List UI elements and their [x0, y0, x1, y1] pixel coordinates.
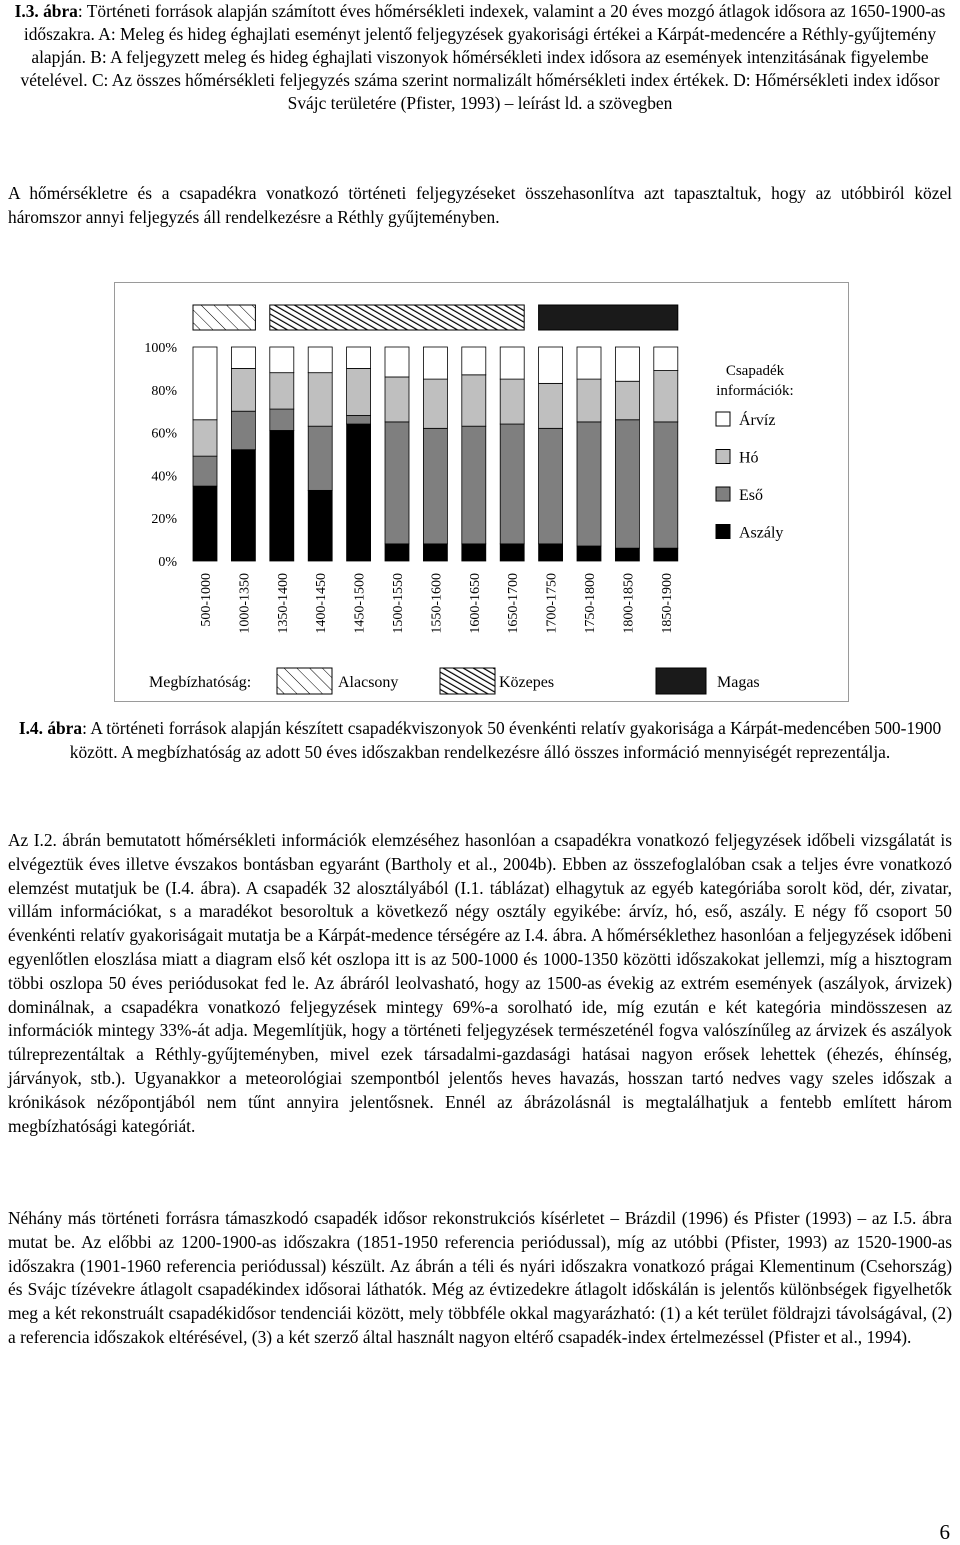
bar-segment: [577, 347, 601, 379]
reliability-segment-medium: [270, 305, 524, 330]
reliability-level-label: Magas: [717, 674, 760, 691]
x-tick-label: 1400-1450: [314, 573, 330, 634]
bar-segment: [500, 544, 524, 561]
reliability-segment-low: [193, 305, 255, 330]
bar-segment: [270, 347, 294, 373]
bar-segment: [347, 415, 371, 424]
bar-segment: [385, 347, 409, 377]
bar-segment: [500, 424, 524, 544]
bar-segment: [270, 373, 294, 409]
bar-segment: [308, 373, 332, 427]
x-tick-label: 1450-1500: [352, 573, 368, 634]
reliability-segment-high: [539, 305, 678, 330]
bar-segment: [308, 347, 332, 373]
bar-segment: [539, 544, 563, 561]
bar-segment: [577, 422, 601, 546]
bar-segment: [193, 347, 217, 420]
bar-segment: [615, 548, 639, 561]
bar-segment: [231, 411, 255, 450]
bar-segment: [615, 347, 639, 381]
reliability-swatch-high: [656, 668, 706, 694]
reliability-level-label: Közepes: [499, 674, 555, 691]
reliability-legend-label: Megbízhatóság:: [149, 674, 252, 691]
caption-label: I.4. ábra: [18, 718, 83, 738]
bar-segment: [500, 379, 524, 424]
legend-label: Aszály: [739, 524, 784, 542]
x-tick-label: 1550-1600: [429, 573, 445, 634]
reliability-swatch-low: [277, 668, 332, 694]
legend: [716, 363, 794, 542]
legend-label: Hó: [739, 449, 759, 467]
x-tick-label: 1750-1800: [583, 573, 598, 634]
x-tick-label: 1850-1900: [659, 573, 675, 634]
bar-segment: [231, 450, 255, 561]
bars: [193, 347, 678, 561]
caption-text: : Történeti források alapján számított éves hőmérsékleti indexek, valamint a 20 éves mozgó átlagok idősora az 1650-1900-as időszakra. A: Meleg és hideg éghajlati eseményt jelentő feljegyzések gyakorisági értékei a Kárpát-medencére a Réthly-gyűjtemény alapján. B: A feljegyzett meleg és hideg éghajlati viszonyok hőmérsékleti index idősora az események intenzitásának figyelembe vételével. C: Az összes hőmérsékleti feljegyzés száma szerint normalizált hőmérsékleti index értékek. D: Hőmérsékleti index idősor Svájc területére (Pfister, 1993) – leírást ld. a szövegben: [20, 1, 946, 113]
bar-segment: [654, 422, 678, 548]
legend-label: Eső: [739, 487, 763, 504]
bar-segment: [462, 375, 486, 426]
legend-title-line: információk:: [716, 383, 794, 399]
x-axis-labels: [199, 573, 675, 634]
caption-label: I.3. ábra: [14, 1, 78, 21]
bar-segment: [347, 424, 371, 561]
figure-caption-i3: [8, 0, 952, 115]
x-tick-label: 1350-1400: [275, 573, 291, 634]
bar-segment: [308, 426, 332, 490]
bar-segment: [231, 347, 255, 368]
bar-segment: [193, 486, 217, 561]
legend-title-line: Csapadék: [725, 363, 785, 379]
bar-segment: [654, 347, 678, 371]
x-tick-label: 1700-1750: [544, 573, 560, 634]
y-tick-label: 40%: [151, 469, 177, 485]
y-tick-label: 20%: [151, 512, 177, 528]
bar-segment: [577, 379, 601, 422]
bar-segment: [193, 456, 217, 486]
legend-swatch: [716, 525, 730, 539]
bar-segment: [193, 420, 217, 456]
bar-segment: [270, 430, 294, 561]
page-number: 6: [939, 1520, 950, 1544]
x-tick-label: 500-1000: [199, 573, 214, 627]
x-tick-label: 1600-1650: [467, 573, 483, 634]
figure-caption-i4: [8, 717, 952, 764]
y-tick-label: 60%: [151, 426, 177, 442]
legend-label: Árvíz: [739, 412, 776, 429]
legend-swatch: [716, 450, 730, 464]
y-axis-ticks: [144, 341, 177, 570]
legend-swatch: [716, 487, 730, 501]
bar-segment: [615, 381, 639, 420]
bar-segment: [500, 347, 524, 379]
bar-segment: [385, 377, 409, 422]
bar-segment: [423, 544, 447, 561]
bar-segment: [423, 379, 447, 428]
bar-segment: [462, 347, 486, 375]
x-tick-label: 1650-1700: [506, 573, 522, 634]
bar-segment: [423, 347, 447, 379]
bar-segment: [462, 426, 486, 544]
bar-segment: [308, 490, 332, 561]
y-tick-label: 0%: [158, 555, 177, 570]
bar-segment: [231, 368, 255, 411]
bar-segment: [539, 383, 563, 428]
bar-segment: [347, 347, 371, 368]
caption-text: : A történeti források alapján készített csapadékviszonyok 50 évenkénti relatív gyakorisága a Kárpát-medencében 500-1900 között. A megbízhatóság az adott 50 éves időszakban rendelkezésre álló összes információ mennyiségét reprezentálja.: [69, 718, 942, 762]
bar-segment: [577, 546, 601, 561]
x-tick-label: 1500-1550: [391, 573, 406, 634]
x-tick-label: 1800-1850: [621, 573, 637, 634]
bar-segment: [423, 428, 447, 544]
y-tick-label: 80%: [151, 383, 177, 399]
y-tick-label: 100%: [144, 341, 177, 356]
stacked-bar-chart: [115, 283, 848, 701]
bar-segment: [462, 544, 486, 561]
bar-segment: [654, 371, 678, 422]
paragraph-intro: A hőmérsékletre és a csapadékra vonatkozó történeti feljegyzéseket összehasonlítva azt tapasztaltuk, hogy az utóbbiról közel háromszor annyi feljegyzés áll rendelkezésre a Réthly gyűjteményben.: [8, 183, 952, 227]
bar-segment: [539, 347, 563, 383]
bar-segment: [539, 428, 563, 544]
reliability-legend: [149, 668, 760, 694]
figure-i4: [114, 282, 849, 702]
reliability-level-label: Alacsony: [338, 674, 399, 691]
bar-segment: [385, 422, 409, 544]
bar-segment: [347, 368, 371, 415]
reliability-swatch-medium: [440, 668, 495, 694]
bar-segment: [385, 544, 409, 561]
reliability-bar: [193, 305, 678, 330]
bar-segment: [615, 420, 639, 548]
bar-segment: [270, 409, 294, 430]
legend-swatch: [716, 412, 730, 426]
paragraph-reconstructions: Néhány más történeti forrásra támaszkodó csapadék idősor rekonstrukciós kísérletet – Brázdil (1996) és Pfister (1993) – az I.5. ábra mutat be. Az előbbi az 1200-1900-as időszakra (1851-1950 referencia periódussal), míg az utóbbi (Pfister, 1993) az 1520-1900-as időszakra (1901-1960 referencia periódussal) készült. Az ábrán a téli és nyári időszakra vonatkozó prágai Klementinum (Csehország) és Svájc tízévekre átlagolt csapadékindex idősorai láthatók. Még az évtizedekre átlagolt időskálán is jelentős különbségek figyelhetők meg a két rekonstruált csapadékidősor tendenciái között, mely többféle okkal magyarázható: (1) a két terület földrajzi távolságával, (2) a referencia időszakok eltérésével, (3) a két szerző által használt nagyon eltérő csapadék-index értelmezéssel (Pfister et al., 1994).: [8, 1208, 952, 1347]
x-tick-label: 1000-1350: [237, 573, 253, 634]
bar-segment: [654, 548, 678, 561]
paragraph-analysis: Az I.2. ábrán bemutatott hőmérsékleti információk elemzéséhez hasonlóan a csapadékra vonatkozó feljegyzések időbeli vizsgálatát is elvégeztük éves illetve évszakos bontásban egyaránt (Bartholy et al., 2004b). Ebben az összefoglalóban csak a teljes évre vonatkozó elemzést mutatjuk be (I.4. ábra). A csapadék 32 alosztályából (I.1. táblázat) elhagytuk az egyéb kategóriába sorolt köd, dér, zivatar, villám információkat, s a maradékot besoroltuk a következő négy osztály egyikébe: árvíz, hó, eső, aszály. E négy fő csoport 50 évenkénti relatív gyakoriságait mutatja be a Kárpát-medence térségére az I.4. ábra. A hőmérséklethez hasonlóan a feljegyzések időbeni egyenlőtlen eloszlása miatt a diagram első két oszlopa itt is az 500-1000 és 1000-1350 közötti időszakokat jellemzi, míg a hisztogram többi oszlopa 50 éves periódusokat fed le. Az ábráról leolvasható, hogy az 1500-as évekig az extrém események (aszályok, árvizek) dominálnak, a csapadékra vonatkozó feljegyzések mintegy 69%-a sorolható ide, míg ezután e két kategória mindösszesen az információk mintegy 33%-át adja. Megemlítjük, hogy a történeti feljegyzések természeténél fogva valószínűleg az árvizek és aszályok túlreprezentáltak a Réthly-gyűjteményben, mivel ezek társadalmi-gazdasági hatásai nagyon erősek lehettek (éhezés, éhínség, járványok, stb.). Ugyanakkor a meteorológiai szempontból jelentős heves havazás, hosszan tartó nedves vagy szeles időszak a krónikások nézőpontjából nem tűnt annyira jelentősnek. Ennél az ábrázolásnál is megtalálhatjuk a fentebb említett három megbízhatósági kategóriát.: [8, 830, 952, 1136]
